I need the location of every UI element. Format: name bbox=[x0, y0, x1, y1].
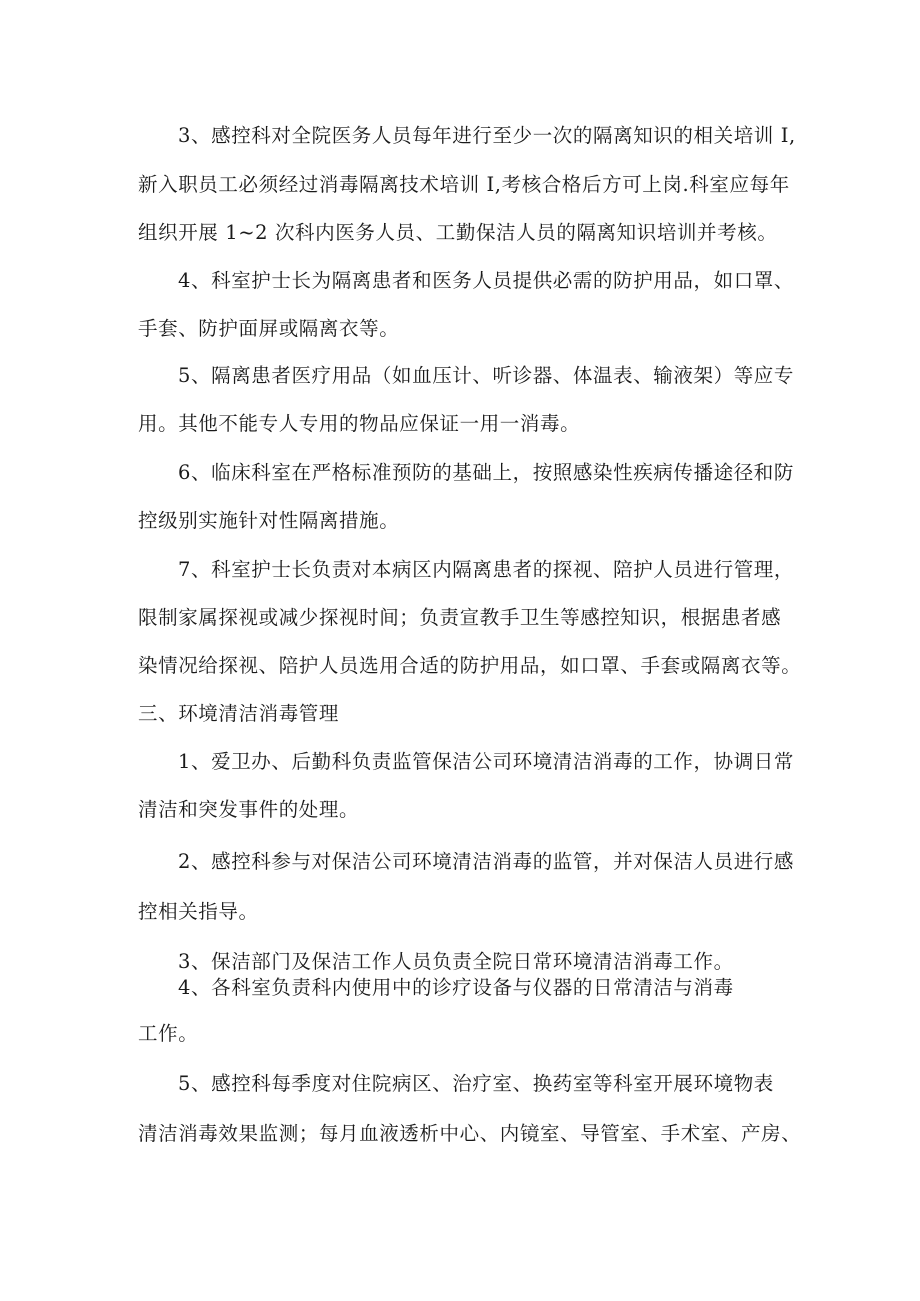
paragraph-5-line-1: 5、隔离患者医疗用品（如血压计、听诊器、体温表、输液架）等应专 bbox=[178, 364, 795, 387]
section3-item-4-line-2: 工作。 bbox=[138, 1022, 199, 1045]
paragraph-3-line-3: 组织开展 1~2 次科内医务人员、工勤保洁人员的隔离知识培训并考核。 bbox=[138, 221, 778, 244]
section-heading: 三、环境清洁消毒管理 bbox=[138, 702, 340, 725]
paragraph-4-line-1: 4、科室护士长为隔离患者和医务人员提供必需的防护用品，如口罩、 bbox=[178, 269, 795, 292]
paragraph-5-line-2: 用。其他不能专人专用的物品应保证一用一消毒。 bbox=[138, 412, 581, 435]
section3-item-1-line-2: 清洁和突发事件的处理。 bbox=[138, 798, 360, 821]
section3-item-5-line-1: 5、感控科每季度对住院病区、治疗室、换药室等科室开展环境物表 bbox=[178, 1072, 774, 1095]
paragraph-7-line-2: 限制家属探视或减少探视时间；负责宣教手卫生等感控知识，根据患者感 bbox=[138, 606, 782, 629]
section3-item-2-line-2: 控相关指导。 bbox=[138, 900, 259, 923]
paragraph-3-line-1: 3、感控科对全院医务人员每年进行至少一次的隔离知识的相关培训 I, bbox=[178, 124, 796, 147]
paragraph-6-line-1: 6、临床科室在严格标准预防的基础上，按照感染性疾病传播途径和防 bbox=[178, 461, 795, 484]
paragraph-7-line-3: 染情况给探视、陪护人员选用合适的防护用品，如口罩、手套或隔离衣等。 bbox=[138, 654, 802, 677]
section3-item-5-line-2: 清洁消毒效果监测；每月血液透析中心、内镜室、导管室、手术室、产房、 bbox=[138, 1122, 802, 1145]
paragraph-7-line-1: 7、科室护士长负责对本病区内隔离患者的探视、陪护人员进行管理， bbox=[178, 558, 795, 581]
section3-item-1-line-1: 1、爱卫办、后勤科负责监管保洁公司环境清洁消毒的工作，协调日常 bbox=[178, 750, 795, 773]
section3-item-3: 3、保洁部门及保洁工作人员负责全院日常环境清洁消毒工作。 bbox=[178, 950, 734, 973]
paragraph-3-line-2: 新入职员工必须经过消毒隔离技术培训 I,考核合格后方可上岗.科室应每年 bbox=[138, 173, 790, 196]
paragraph-6-line-2: 控级别实施针对性隔离措施。 bbox=[138, 509, 400, 532]
section3-item-2-line-1: 2、感控科参与对保洁公司环境清洁消毒的监管，并对保洁人员进行感 bbox=[178, 850, 795, 873]
section3-item-4-line-1: 4、各科室负责科内使用中的诊疗设备与仪器的日常清洁与消毒 bbox=[178, 976, 734, 999]
paragraph-4-line-2: 手套、防护面屏或隔离衣等。 bbox=[138, 317, 400, 340]
